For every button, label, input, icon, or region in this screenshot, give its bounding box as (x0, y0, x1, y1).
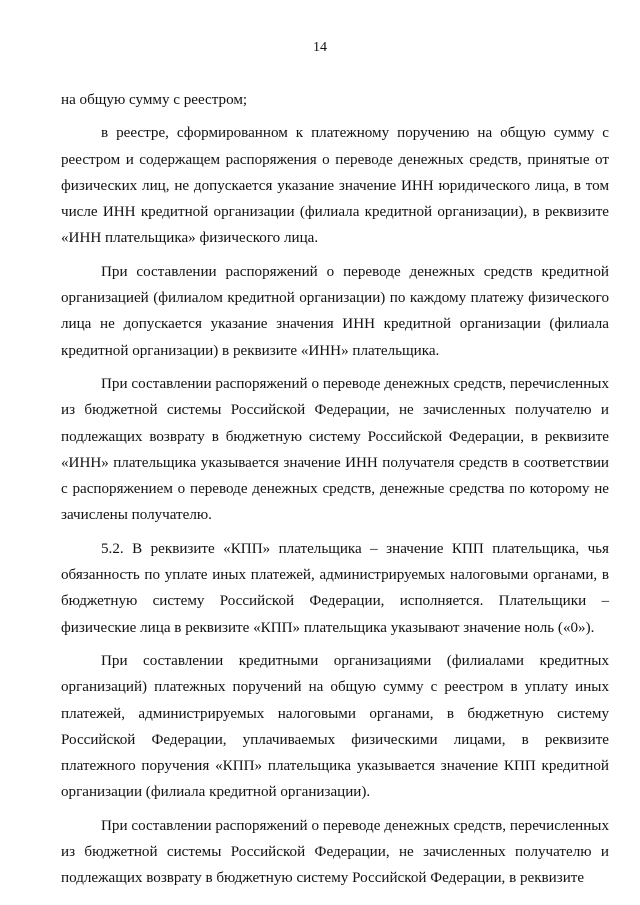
paragraph-section-5-2-kpp: 5.2. В реквизите «КПП» плательщика – значение КПП плательщика, чья обязанность по уплате иных платежей, администрируемых налоговыми органами, в бюджетную систему Российской Федерации, исполняется. Плательщики – физические лица в реквизите «КПП» плательщика указывают значение ноль («0»). (61, 540, 609, 636)
document-body (61, 87, 609, 899)
paragraph-credit-org-kpp: При составлении кредитными организациями (филиалами кредитных организаций) платежных поручений на общую сумму с реестром в уплату иных платежей, администрируемых налоговыми органами, в бюджетную систему Российской Федерации, уплачиваемых физическими лицами, в реквизите платежного поручения «КПП» плательщика указывается значение КПП кредитной организации (филиала кредитной организации). (61, 652, 609, 801)
paragraph-budget-return-inn: При составлении распоряжений о переводе денежных средств, перечисленных из бюджетной системы Российской Федерации, не зачисленных получателю и подлежащих возврату в бюджетную систему Российской Федерации, в реквизите «ИНН» плательщика указывается значение ИНН получателя средств в соответствии с распоряжением о переводе денежных средств, денежные средства по которому не зачислены получателю. (61, 375, 609, 524)
page-number: 14 (313, 40, 327, 55)
paragraph-continuation: на общую сумму с реестром; (61, 92, 248, 108)
paragraph-budget-return-kpp: При составлении распоряжений о переводе денежных средств, перечисленных из бюджетной системы Российской Федерации, не зачисленных получателю и подлежащих возврату в бюджетную систему Российской Федерации, в реквизите (61, 817, 609, 887)
paragraph-credit-org-inn: При составлении распоряжений о переводе денежных средств кредитной организацией (филиалом кредитной организации) по каждому платежу физического лица не допускается указание значения ИНН кредитной организации (филиала кредитной организации) в реквизите «ИНН» плательщика. (61, 263, 609, 359)
paragraph-registry-inn: в реестре, сформированном к платежному поручению на общую сумму с реестром и содержащем распоряжения о переводе денежных средств, принятые от физических лиц, не допускается указание значение ИНН юридического лица, в том числе ИНН кредитной организации (филиала кредитной организации), в реквизите «ИНН плательщика» физического лица. (61, 125, 609, 247)
